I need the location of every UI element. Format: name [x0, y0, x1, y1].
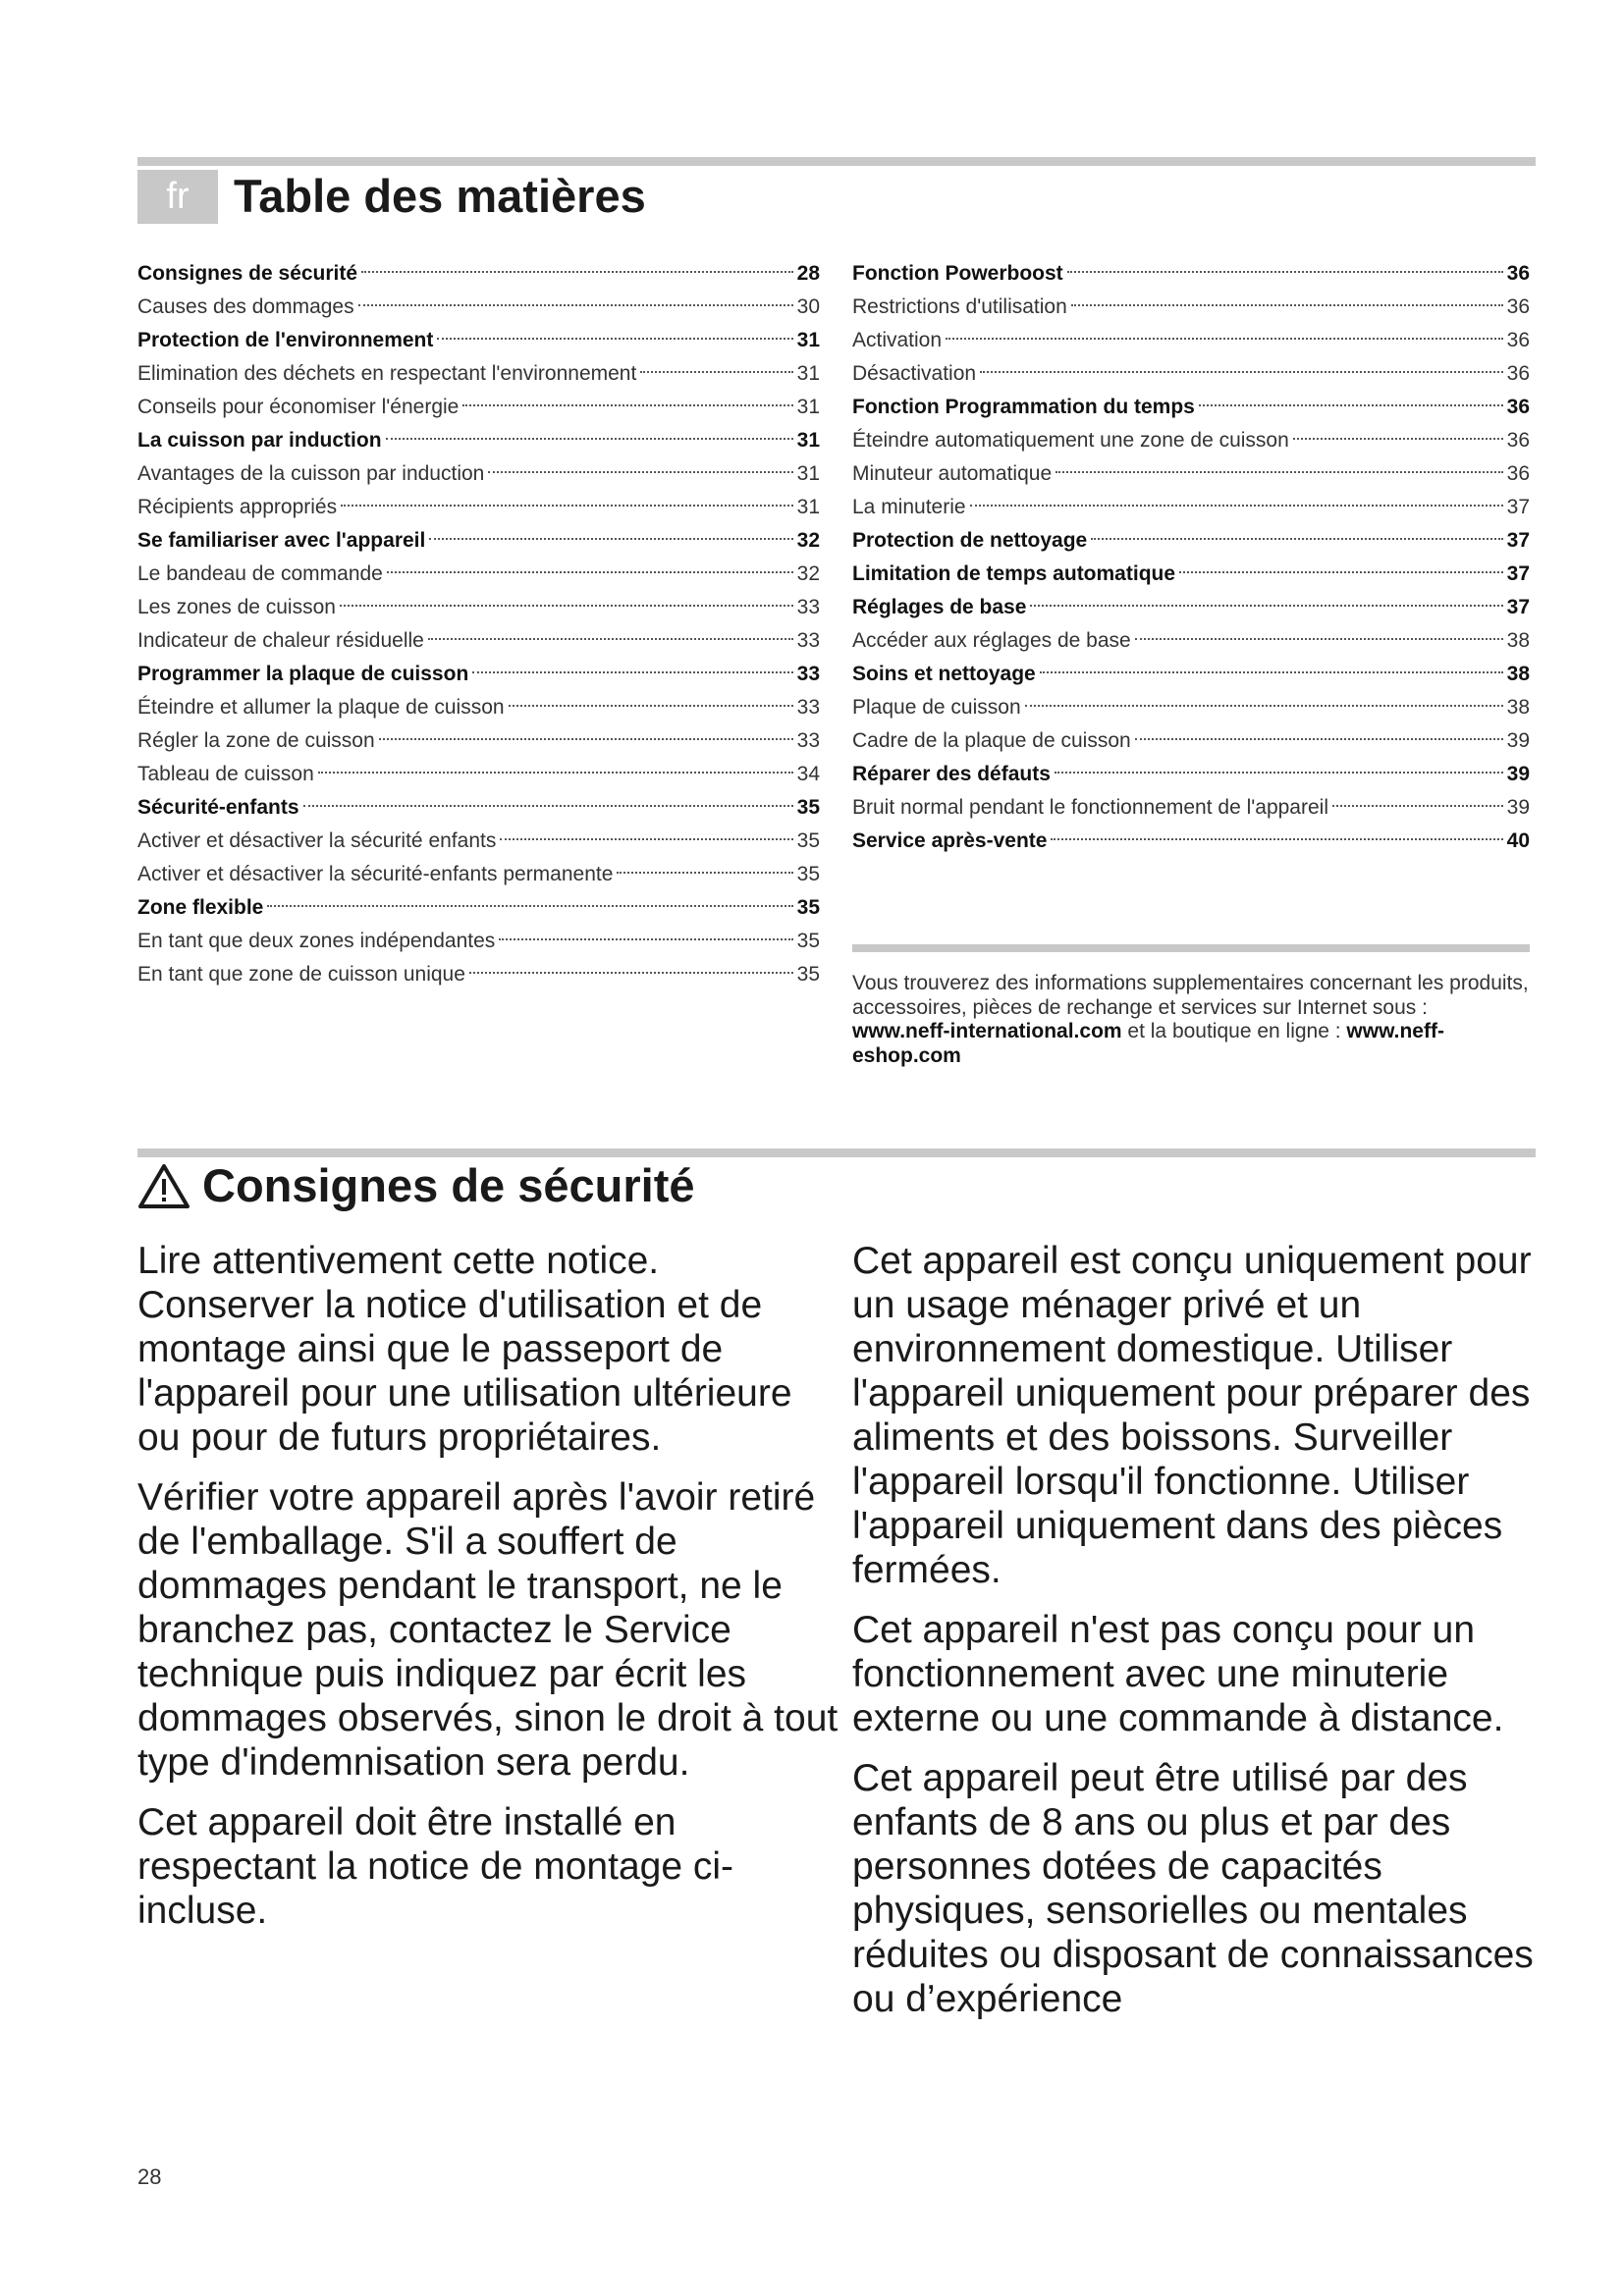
toc-entry-page: 37 [1506, 596, 1530, 618]
toc-entry-title: Accéder aux réglages de base [852, 629, 1131, 652]
warning-icon [137, 1162, 190, 1209]
toc-entry-page: 33 [796, 696, 820, 719]
safety-paragraph: Lire attentivement cette notice. Conserver la notice d'utilisation et de montage ainsi que le passeport de l'appareil pour une utilisation ultérieure ou pour de futurs propriétaires. [137, 1240, 792, 1459]
toc-entry-title: Activation [852, 329, 943, 351]
toc-dot-leader [387, 571, 793, 573]
toc-dot-leader [1293, 438, 1503, 440]
toc-entry-page: 36 [1506, 262, 1530, 285]
toc-entry-page: 35 [796, 863, 820, 885]
toc-entry[interactable] [137, 558, 820, 591]
toc-dot-leader [1199, 404, 1503, 406]
toc-entry[interactable] [137, 457, 820, 491]
toc-dot-leader [358, 304, 793, 306]
safety-title-text: Consignes de sécurité [202, 1159, 695, 1211]
toc-entry-title: La cuisson par induction [137, 429, 382, 452]
toc-entry-title: Régler la zone de cuisson [137, 729, 375, 752]
toc-entry[interactable] [137, 925, 820, 958]
toc-entry-page: 36 [1506, 329, 1530, 351]
toc-right-column [852, 257, 1530, 858]
toc-dot-leader [303, 805, 793, 807]
toc-dot-leader [429, 538, 792, 540]
toc-entry[interactable] [137, 391, 820, 424]
toc-dot-leader [617, 872, 792, 874]
toc-entry-title: Fonction Programmation du temps [852, 396, 1195, 418]
toc-entry-page: 35 [796, 963, 820, 986]
toc-entry-page: 36 [1506, 362, 1530, 385]
toc-entry-title: Indicateur de chaleur résiduelle [137, 629, 424, 652]
toc-entry[interactable] [852, 624, 1530, 658]
toc-dot-leader [428, 638, 793, 640]
toc-entry-page: 36 [1506, 295, 1530, 318]
toc-entry-title: Protection de l'environnement [137, 329, 434, 351]
toc-entry-page: 33 [796, 629, 820, 652]
link-neff-eshop[interactable]: www.neff-eshop.com [852, 1020, 1444, 1067]
toc-entry-page: 36 [1506, 462, 1530, 485]
toc-entry-page: 37 [1506, 496, 1530, 518]
toc-dot-leader [472, 671, 792, 673]
toc-entry-title: Réparer des défauts [852, 763, 1051, 785]
info-rule [852, 944, 1530, 952]
info-paragraph [852, 972, 1530, 1068]
toc-dot-leader [946, 338, 1503, 340]
toc-dot-leader [488, 471, 792, 473]
toc-entry-title: Programmer la plaque de cuisson [137, 663, 469, 685]
toc-entry-page: 36 [1506, 396, 1530, 418]
toc-dot-leader [437, 338, 792, 340]
toc-entry[interactable] [137, 858, 820, 891]
toc-dot-leader [509, 705, 793, 707]
toc-entry[interactable] [852, 357, 1530, 391]
toc-entry[interactable] [137, 958, 820, 991]
toc-dot-leader [361, 271, 793, 273]
toc-dot-leader [500, 838, 792, 840]
toc-entry-page: 37 [1506, 562, 1530, 585]
toc-entry-page: 33 [796, 729, 820, 752]
toc-entry-title: Réglages de base [852, 596, 1027, 618]
toc-dot-leader [1071, 304, 1503, 306]
toc-entry[interactable] [137, 658, 820, 691]
toc-entry[interactable] [852, 491, 1530, 524]
toc-entry-title: Se familiariser avec l'appareil [137, 529, 426, 552]
toc-entry-title: Consignes de sécurité [137, 262, 358, 285]
toc-entry-title: Désactivation [852, 362, 977, 385]
toc-dot-leader [1179, 571, 1503, 573]
toc-entry-page: 38 [1506, 629, 1530, 652]
toc-entry[interactable] [137, 524, 820, 558]
toc-entry[interactable] [137, 324, 820, 357]
toc-title: Table des matières [234, 170, 646, 222]
toc-entry-title: Limitation de temps automatique [852, 562, 1176, 585]
toc-entry-page: 31 [796, 396, 820, 418]
toc-dot-leader [318, 772, 793, 774]
toc-entry-page: 39 [1506, 729, 1530, 752]
toc-dot-leader [469, 972, 793, 974]
toc-entry-page: 31 [796, 329, 820, 351]
toc-entry-page: 35 [796, 829, 820, 852]
toc-entry-title: Activer et désactiver la sécurité-enfants permanente [137, 863, 614, 885]
safety-paragraph: Vérifier votre appareil après l'avoir retiré de l'emballage. S'il a souffert de dommages pendant le transport, ne le branchez pas, contactez le Service technique puis indiquez par écrit les dommages observés, sinon le droit à tout type d'indemnisation sera perdu. [137, 1476, 839, 1784]
toc-entry[interactable] [852, 658, 1530, 691]
toc-entry[interactable] [137, 591, 820, 624]
toc-entry-title: Activer et désactiver la sécurité enfants [137, 829, 497, 852]
toc-dot-leader [1067, 271, 1503, 273]
safety-paragraph: Cet appareil est conçu uniquement pour un usage ménager privé et un environnement domestique. Utiliser l'appareil uniquement pour préparer des aliments et des boissons. Surveiller l'appareil lorsqu'il fonctionne. Utiliser l'appareil uniquement dans des pièces fermées. [852, 1240, 1532, 1591]
toc-dot-leader [267, 905, 792, 907]
toc-entry-title: Minuteur automatique [852, 462, 1053, 485]
toc-dot-leader [1135, 738, 1503, 740]
toc-dot-leader [1030, 605, 1502, 607]
toc-entry-page: 35 [796, 796, 820, 819]
toc-entry-title: Éteindre et allumer la plaque de cuisson [137, 696, 505, 719]
toc-dot-leader [386, 438, 793, 440]
toc-entry-page: 28 [796, 262, 820, 285]
toc-entry-page: 38 [1506, 663, 1530, 685]
toc-entry-title: Zone flexible [137, 896, 264, 919]
toc-entry[interactable] [852, 391, 1530, 424]
toc-entry-page: 33 [796, 663, 820, 685]
toc-entry-page: 31 [796, 362, 820, 385]
toc-dot-leader [1091, 538, 1502, 540]
toc-dot-leader [640, 371, 792, 373]
toc-entry[interactable] [852, 257, 1530, 291]
toc-entry-title: Fonction Powerboost [852, 262, 1063, 285]
safety-right-column [852, 1239, 1540, 2037]
toc-entry-page: 35 [796, 930, 820, 952]
toc-entry-title: Récipients appropriés [137, 496, 338, 518]
toc-entry-page: 32 [796, 529, 820, 552]
toc-entry[interactable] [852, 758, 1530, 791]
toc-entry-page: 33 [796, 596, 820, 618]
toc-dot-leader [1056, 471, 1503, 473]
toc-entry-title: Conseils pour économiser l'énergie [137, 396, 460, 418]
toc-entry[interactable] [137, 624, 820, 658]
toc-entry[interactable] [852, 457, 1530, 491]
toc-entry[interactable] [137, 891, 820, 925]
toc-dot-leader [1135, 638, 1503, 640]
toc-entry[interactable] [137, 424, 820, 457]
link-neff-international[interactable]: www.neff-international.com [852, 1020, 1122, 1042]
toc-dot-leader [1040, 671, 1503, 673]
toc-entry-title: Service après-vente [852, 829, 1048, 852]
toc-dot-leader [499, 938, 792, 940]
toc-entry-title: Tableau de cuisson [137, 763, 314, 785]
toc-entry-title: En tant que zone de cuisson unique [137, 963, 465, 986]
page-number: 28 [137, 2164, 162, 2189]
toc-entry[interactable] [852, 825, 1530, 858]
toc-entry[interactable] [852, 324, 1530, 357]
safety-title [137, 1156, 695, 1215]
toc-entry-page: 34 [796, 763, 820, 785]
toc-entry-page: 38 [1506, 696, 1530, 719]
toc-entry-title: En tant que deux zones indépendantes [137, 930, 496, 952]
toc-entry-page: 39 [1506, 796, 1530, 819]
toc-entry[interactable] [852, 691, 1530, 724]
safety-left-column [137, 1239, 844, 1949]
toc-dot-leader [1055, 772, 1503, 774]
toc-entry-page: 36 [1506, 429, 1530, 452]
safety-paragraph: Cet appareil peut être utilisé par des enfants de 8 ans ou plus et par des personnes dotées de capacités physiques, sensorielles ou mentales réduites ou disposant de connaissances ou d’expérience [852, 1757, 1534, 2020]
toc-entry[interactable] [137, 758, 820, 791]
toc-entry[interactable] [852, 424, 1530, 457]
toc-entry-title: Bruit normal pendant le fonctionnement de l'appareil [852, 796, 1328, 819]
toc-entry[interactable] [852, 558, 1530, 591]
toc-dot-leader [980, 371, 1503, 373]
toc-entry[interactable] [137, 357, 820, 391]
toc-entry-title: Soins et nettoyage [852, 663, 1036, 685]
language-badge: fr [137, 170, 218, 224]
toc-header-rule [137, 157, 1536, 166]
toc-entry[interactable] [852, 724, 1530, 758]
toc-entry[interactable] [137, 724, 820, 758]
toc-entry-page: 31 [796, 462, 820, 485]
toc-dot-leader [462, 404, 792, 406]
toc-entry[interactable] [137, 791, 820, 825]
safety-paragraph: Cet appareil n'est pas conçu pour un fonctionnement avec une minuterie externe ou une commande à distance. [852, 1609, 1504, 1739]
toc-entry-page: 31 [796, 429, 820, 452]
toc-entry-page: 32 [796, 562, 820, 585]
toc-entry-page: 30 [796, 295, 820, 318]
toc-entry[interactable] [137, 291, 820, 324]
toc-dot-leader [1332, 805, 1503, 807]
toc-entry[interactable] [852, 291, 1530, 324]
toc-entry-page: 31 [796, 496, 820, 518]
toc-entry-page: 37 [1506, 529, 1530, 552]
toc-entry[interactable] [137, 491, 820, 524]
toc-entry-page: 39 [1506, 763, 1530, 785]
toc-entry-title: Sécurité-enfants [137, 796, 299, 819]
toc-entry-title: Plaque de cuisson [852, 696, 1021, 719]
toc-dot-leader [340, 605, 793, 607]
toc-entry[interactable] [137, 825, 820, 858]
info-text-1: Vous trouverez des informations supplementaires concernant les produits, accessoires, pièces de rechange et services sur Internet sous : [852, 972, 1529, 1019]
toc-entry-title: Protection de nettoyage [852, 529, 1088, 552]
toc-dot-leader [341, 505, 793, 507]
toc-entry-title: Éteindre automatiquement une zone de cuisson [852, 429, 1289, 452]
toc-dot-leader [1025, 705, 1503, 707]
toc-entry-title: Le bandeau de commande [137, 562, 383, 585]
toc-entry-page: 40 [1506, 829, 1530, 852]
toc-dot-leader [1051, 838, 1502, 840]
toc-entry[interactable] [852, 524, 1530, 558]
toc-left-column [137, 257, 820, 991]
toc-entry[interactable] [137, 691, 820, 724]
toc-dot-leader [379, 738, 793, 740]
toc-entry-title: Les zones de cuisson [137, 596, 336, 618]
toc-entry-page: 35 [796, 896, 820, 919]
toc-entry-title: Cadre de la plaque de cuisson [852, 729, 1131, 752]
toc-dot-leader [970, 505, 1503, 507]
info-text-2: et la boutique en ligne : [1121, 1020, 1347, 1042]
toc-entry-title: Causes des dommages [137, 295, 354, 318]
toc-entry-title: La minuterie [852, 496, 966, 518]
toc-entry[interactable] [852, 591, 1530, 624]
safety-paragraph: Cet appareil doit être installé en respectant la notice de montage ci-incluse. [137, 1801, 734, 1932]
toc-entry-title: Avantages de la cuisson par induction [137, 462, 485, 485]
toc-entry[interactable] [137, 257, 820, 291]
toc-entry[interactable] [852, 791, 1530, 825]
toc-entry-title: Restrictions d'utilisation [852, 295, 1067, 318]
toc-entry-title: Elimination des déchets en respectant l'environnement [137, 362, 637, 385]
